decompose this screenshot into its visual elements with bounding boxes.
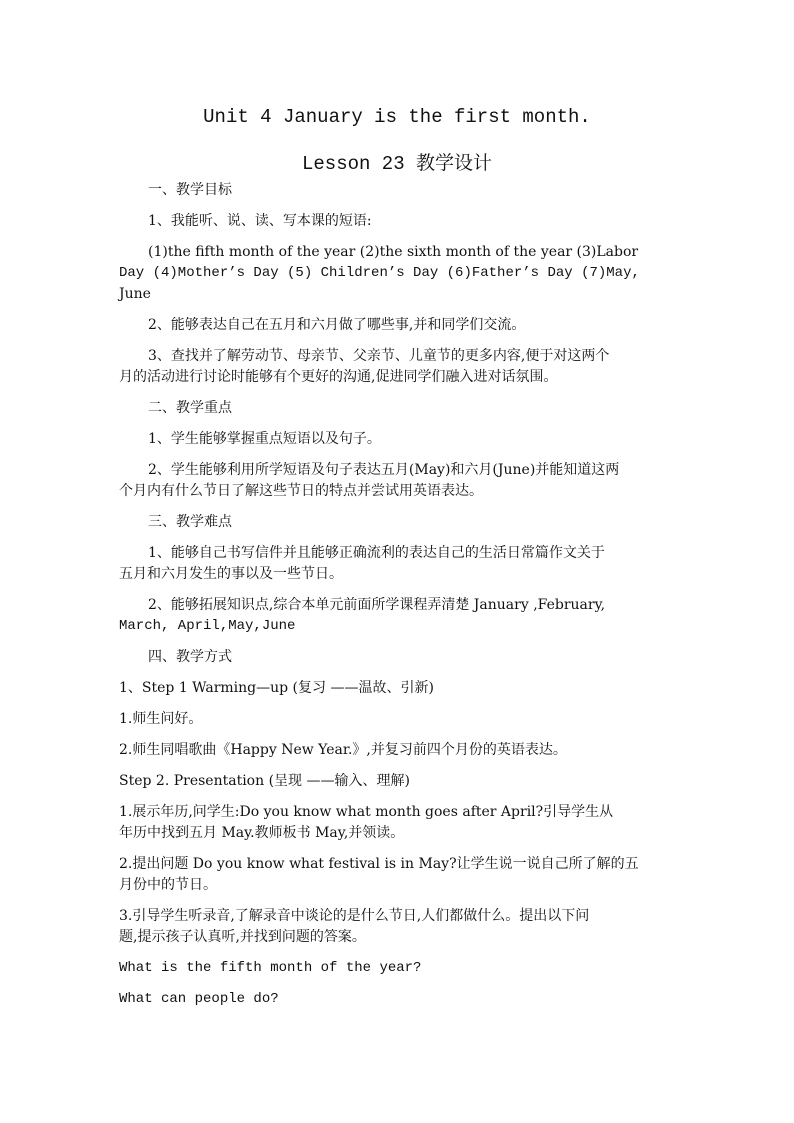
step-1-heading: 1、Step 1 Warming—up (复习 ——温故、引新) — [119, 680, 434, 696]
goal-3-line-2: 月的活动进行讨论时能够有个更好的沟通,促进同学们融入进对话氛围。 — [119, 369, 558, 385]
section-heading-goals: 一、教学目标 — [148, 182, 232, 198]
question-1: What is the fifth month of the year? — [119, 960, 422, 976]
step-2-item-3-line-1: 3.引导学生听录音,了解录音中谈论的是什么节日,人们都做什么。提出以下问 — [119, 908, 590, 924]
step-1-item-2: 2.师生同唱歌曲《Happy New Year.》,并复习前四个月份的英语表达。 — [119, 742, 567, 758]
step-2-item-2-line-2: 月份中的节日。 — [119, 877, 217, 893]
step-2-heading: Step 2. Presentation (呈现 ——输入、理解) — [119, 773, 410, 789]
difficulty-1-line-1: 1、能够自己书写信件并且能够正确流利的表达自己的生活日常篇作文关于 — [148, 545, 605, 561]
section-heading-method: 四、教学方式 — [148, 649, 232, 665]
difficulty-2-line-1: 2、能够拓展知识点,综合本单元前面所学课程弄清楚 January ,February, — [148, 597, 606, 613]
goal-3-line-1: 3、查找并了解劳动节、母亲节、父亲节、儿童节的更多内容,便于对这两个 — [148, 348, 610, 364]
lesson-subtitle: Lesson 23 教学设计 — [301, 153, 493, 175]
key-point-2-line-2: 个月内有什么节日了解这些节日的特点并尝试用英语表达。 — [119, 483, 483, 499]
goal-1-phrases-line-3: June — [119, 286, 151, 302]
difficulty-2-line-2: March, April,May,June — [119, 618, 296, 634]
key-point-1: 1、学生能够掌握重点短语以及句子。 — [148, 431, 381, 447]
section-heading-key-points: 二、教学重点 — [148, 400, 232, 416]
step-2-item-2-line-1: 2.提出问题 Do you know what festival is in May?让学生说一说自己所了解的五 — [119, 856, 639, 872]
step-1-item-1: 1.师生问好。 — [119, 711, 203, 727]
goal-2: 2、能够表达自己在五月和六月做了哪些事,并和同学们交流。 — [148, 317, 526, 333]
goal-1-phrases-line-1: (1)the fifth month of the year (2)the sixth month of the year (3)Labor — [148, 244, 639, 260]
question-2: What can people do? — [119, 991, 279, 1007]
document-title: Unit 4 January is the first month. — [203, 106, 591, 128]
step-2-item-3-line-2: 题,提示孩子认真听,并找到问题的答案。 — [119, 929, 366, 945]
section-heading-difficulties: 三、教学难点 — [148, 514, 232, 530]
step-2-item-1-line-2: 年历中找到五月 May.教师板书 May,并领读。 — [119, 825, 405, 841]
goal-1: 1、我能听、说、读、写本课的短语: — [148, 213, 372, 229]
difficulty-1-line-2: 五月和六月发生的事以及一些节日。 — [119, 566, 343, 582]
key-point-2-line-1: 2、学生能够利用所学短语及句子表达五月(May)和六月(June)并能知道这两 — [148, 462, 620, 478]
goal-1-phrases-line-2: Day (4)Mother’s Day (5) Children’s Day (6)Father’s Day (7)May, — [119, 265, 640, 281]
step-2-item-1-line-1: 1.展示年历,问学生:Do you know what month goes after April?引导学生从 — [119, 804, 614, 820]
